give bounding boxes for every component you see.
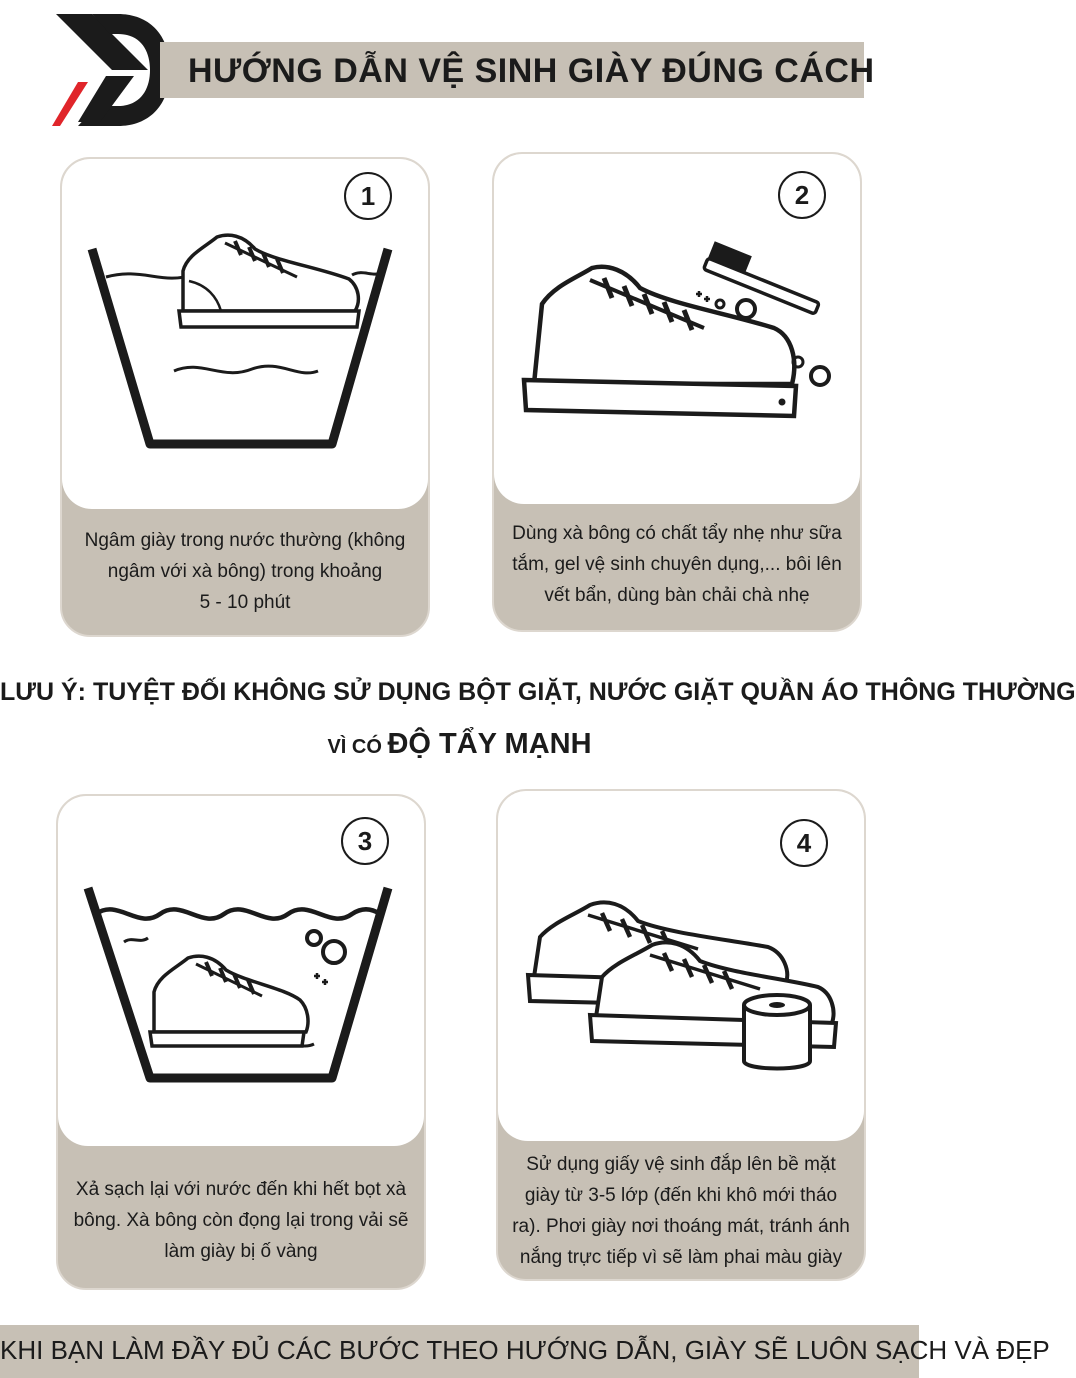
step-card-1 xyxy=(60,157,430,637)
warning-note-line-2 xyxy=(0,728,919,761)
step-number-2: 2 xyxy=(778,171,826,219)
step-number-3: 3 xyxy=(341,817,389,865)
warning-note-prefix: VÌ CÓ xyxy=(327,736,388,758)
step-number-4: 4 xyxy=(780,819,828,867)
warning-note-emphasis: ĐỘ TẨY MẠNH xyxy=(387,728,592,760)
step-card-2 xyxy=(492,152,862,632)
step-text-2: Dùng xà bông có chất tẩy nhẹ như sữa tắm, gel vệ sinh chuyên dụng,... bôi lên vết bẩn, dùng bàn chải chà nhẹ xyxy=(512,523,842,606)
step-card-3 xyxy=(56,794,426,1290)
step-card-4 xyxy=(496,789,866,1281)
step-text-3: Xả sạch lại với nước đến khi hết bọt xà bông. Xà bông còn đọng lại trong vải sẽ làm giày bị ố vàng xyxy=(73,1179,409,1262)
step-number-1: 1 xyxy=(344,172,392,220)
warning-note-line-1: LƯU Ý: TUYỆT ĐỐI KHÔNG SỬ DỤNG BỘT GIẶT, NƯỚC GIẶT QUẦN ÁO THÔNG THƯỜNG xyxy=(0,678,1076,706)
step-text-1: Ngâm giày trong nước thường (không ngâm với xà bông) trong khoảng 5 - 10 phút xyxy=(84,530,406,613)
brand-logo-icon xyxy=(48,12,172,128)
page-title: HƯỚNG DẪN VỆ SINH GIÀY ĐÚNG CÁCH xyxy=(188,52,875,90)
step-text-4: Sử dụng giấy vệ sinh đắp lên bề mặt giày từ 3-5 lớp (đến khi khô mới tháo ra). Phơi giày nơi thoáng mát, tránh ánh nắng trực tiếp vì sẽ làm phai màu giày xyxy=(512,1154,850,1268)
footer-message: KHI BẠN LÀM ĐẦY ĐỦ CÁC BƯỚC THEO HƯỚNG DẪN, GIÀY SẼ LUÔN SẠCH VÀ ĐẸP xyxy=(0,1335,1050,1365)
